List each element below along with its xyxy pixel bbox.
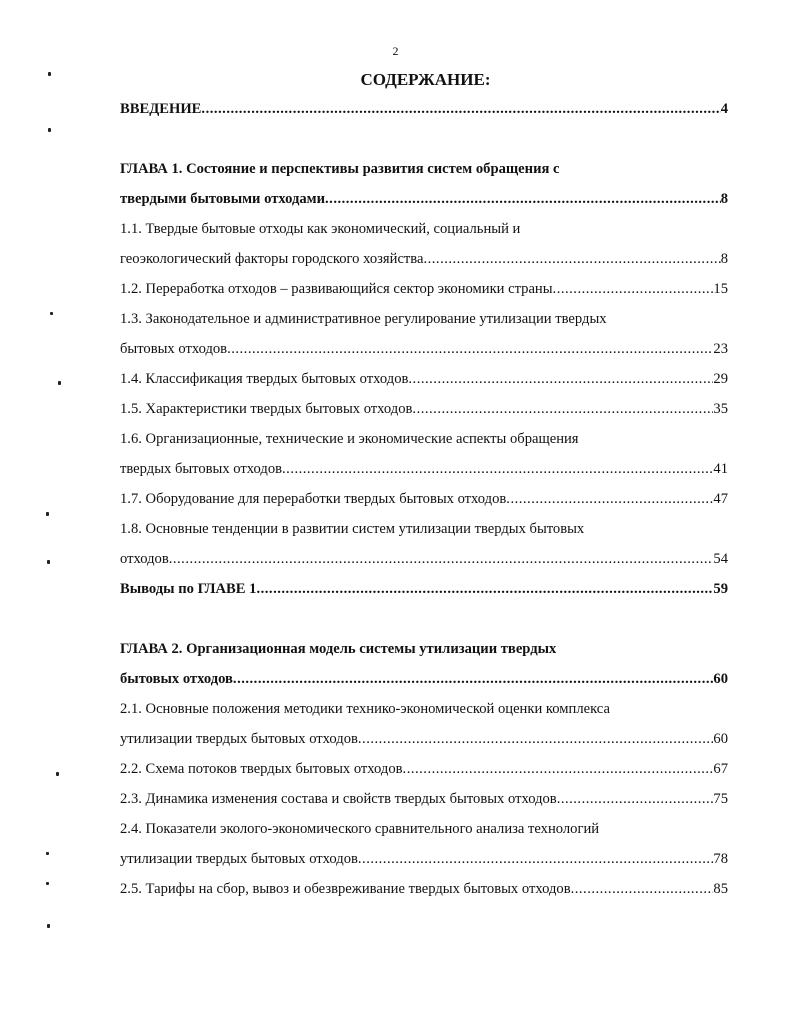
scan-speck	[47, 924, 50, 928]
toc-entry-page: 41	[713, 461, 728, 477]
dot-leader	[201, 94, 720, 124]
toc-entry-label: 1.5. Характеристики твердых бытовых отходов	[120, 401, 413, 417]
toc-entry-label: бытовых отходов	[120, 341, 228, 357]
toc-entry-label: 2.3. Динамика изменения состава и свойств твердых бытовых отходов	[120, 791, 557, 807]
toc-entry-1-8-cont	[120, 544, 728, 574]
dot-leader	[557, 784, 714, 814]
scan-speck	[46, 882, 49, 885]
dot-leader	[571, 874, 714, 904]
dot-leader	[423, 244, 720, 274]
toc-entry-label: ВВЕДЕНИЕ	[120, 101, 202, 117]
toc-entry-2-4-cont	[120, 844, 728, 874]
page-number: 2	[392, 44, 399, 58]
chapter-2-title: ГЛАВА 2. Организационная модель системы утилизации твердых	[120, 641, 557, 657]
scan-speck	[48, 128, 51, 132]
toc-entry-1-3-cont	[120, 334, 728, 364]
dot-leader	[403, 754, 714, 784]
toc-entry-1-5	[120, 394, 728, 424]
dot-leader	[325, 184, 721, 214]
scan-speck	[58, 381, 61, 385]
toc-entry-label: 1.4. Классификация твердых бытовых отходов	[120, 371, 409, 387]
toc-entry-label: утилизации твердых бытовых отходов	[120, 851, 358, 867]
toc-entry-page: 15	[713, 281, 728, 297]
toc-entry-page: 35	[713, 401, 728, 417]
toc-entry-label: отходов	[120, 551, 169, 567]
toc-entry-label: 1.2. Переработка отходов – развивающийся сектор экономики страны	[120, 281, 553, 297]
toc-entry-2-1-cont	[120, 724, 728, 754]
toc-entry-2-3	[120, 784, 728, 814]
toc-entry-label: твердыми бытовыми отходами	[120, 191, 326, 207]
toc-entry-1-3: 1.3. Законодательное и административное регулирование утилизации твердых	[120, 311, 607, 327]
toc-entry-label: твердых бытовых отходов	[120, 461, 283, 477]
toc-entry-page: 54	[713, 551, 728, 567]
toc-entry-page: 85	[713, 881, 728, 897]
chapter-1-title-cont	[120, 184, 728, 214]
toc-entry-page: 60	[713, 731, 728, 747]
toc-entry-1-4	[120, 364, 728, 394]
scan-speck	[56, 772, 59, 776]
toc-entry-1-8: 1.8. Основные тенденции в развитии систем утилизации твердых бытовых	[120, 521, 585, 537]
toc-entry-label: 2.2. Схема потоков твердых бытовых отходов	[120, 761, 403, 777]
dot-leader	[506, 484, 713, 514]
toc-entry-page: 8	[720, 191, 728, 207]
dot-leader	[412, 394, 713, 424]
dot-leader	[256, 574, 713, 604]
toc-entry-intro	[120, 94, 728, 124]
toc-entry-page: 60	[713, 671, 728, 687]
scan-speck	[46, 512, 49, 516]
chapter-1-title: ГЛАВА 1. Состояние и перспективы развития систем обращения с	[120, 161, 560, 177]
dot-leader	[282, 454, 713, 484]
toc-entry-1-1-cont	[120, 244, 728, 274]
dot-leader	[233, 664, 713, 694]
toc-entry-page: 47	[713, 491, 728, 507]
toc-entry-page: 78	[713, 851, 728, 867]
page-title: СОДЕРЖАНИЕ:	[360, 70, 491, 89]
toc-entry-label: бытовых отходов	[120, 671, 233, 687]
dot-leader	[169, 544, 714, 574]
toc-entry-page: 75	[713, 791, 728, 807]
toc-entry-page: 4	[720, 101, 728, 117]
toc-entry-2-5	[120, 874, 728, 904]
chapter-2-title-cont	[120, 664, 728, 694]
toc-entry-2-4: 2.4. Показатели эколого-экономического сравнительного анализа технологий	[120, 821, 600, 837]
scan-speck	[46, 852, 49, 855]
toc-entry-label: геоэкологический факторы городского хозяйства	[120, 251, 424, 267]
toc-entry-1-6-cont	[120, 454, 728, 484]
table-of-contents	[120, 94, 728, 904]
dot-leader	[227, 334, 713, 364]
toc-entry-1-1: 1.1. Твердые бытовые отходы как экономический, социальный и	[120, 221, 521, 237]
toc-entry-label: утилизации твердых бытовых отходов	[120, 731, 358, 747]
dot-leader	[553, 274, 714, 304]
toc-entry-label: 2.5. Тарифы на сбор, вывоз и обезвреживание твердых бытовых отходов	[120, 881, 571, 897]
toc-entry-2-1: 2.1. Основные положения методики технико-экономической оценки комплекса	[120, 701, 610, 717]
toc-entry-1-7	[120, 484, 728, 514]
toc-entry-page: 8	[720, 251, 728, 267]
toc-entry-2-2	[120, 754, 728, 784]
scan-speck	[47, 560, 50, 564]
toc-entry-page: 59	[713, 581, 728, 597]
toc-entry-1-6: 1.6. Организационные, технические и экономические аспекты обращения	[120, 431, 579, 447]
toc-entry-ch1-conclusions	[120, 574, 728, 604]
dot-leader	[358, 844, 714, 874]
toc-entry-label: 1.7. Оборудование для переработки твердых бытовых отходов	[120, 491, 507, 507]
scan-speck	[48, 72, 51, 76]
toc-entry-label: Выводы по ГЛАВЕ 1	[120, 581, 257, 597]
toc-entry-1-2	[120, 274, 728, 304]
dot-leader	[358, 724, 714, 754]
toc-entry-page: 29	[713, 371, 728, 387]
toc-entry-page: 67	[713, 761, 728, 777]
scan-speck	[50, 312, 53, 315]
toc-entry-page: 23	[713, 341, 728, 357]
dot-leader	[408, 364, 713, 394]
